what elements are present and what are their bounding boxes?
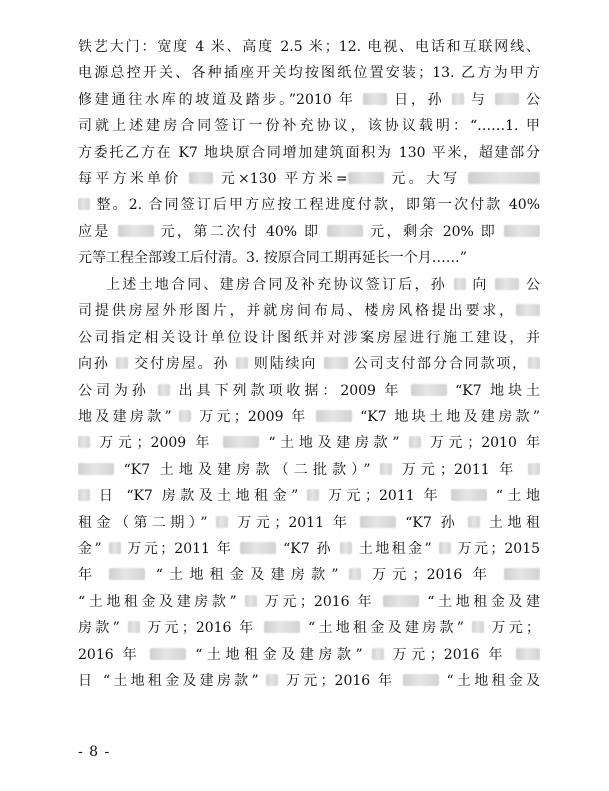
redacted-text <box>454 278 466 290</box>
redacted-text <box>307 489 319 501</box>
text-line: 每平方米单价 元×130 平方米= 元。大写 <box>78 166 540 192</box>
text-line: 司就上述建房合同签订一份补充协议，该协议载明：“……1. 甲 <box>78 118 540 135</box>
text-line: 日 “K7 房款及土地租金” 万元；2011 年 “土地 <box>78 483 540 509</box>
redacted-text <box>516 304 540 316</box>
redacted-text <box>240 542 276 554</box>
redacted-text <box>245 595 257 607</box>
redacted-text <box>363 93 387 105</box>
text-line: 铁艺大门：宽度 4 米、高度 2.5 米；12. 电视、电话和互联网线、 <box>78 39 540 55</box>
redacted-text <box>451 489 487 501</box>
redacted-text <box>189 172 213 184</box>
redacted-text <box>504 225 540 237</box>
redacted-text <box>340 542 352 554</box>
redacted-text <box>528 463 540 475</box>
redacted-text <box>372 648 384 660</box>
text-line: 整。2. 合同签订后甲方应按工程进度付款，即第一次付款 40% <box>78 192 540 218</box>
page-number: - 8 - <box>78 744 111 760</box>
redacted-text <box>118 225 154 237</box>
redacted-text <box>78 436 90 448</box>
text-line: 日 “土地租金及建房款” 万元；2016 年 “土地租金及 <box>78 673 540 690</box>
redacted-text <box>380 463 392 475</box>
text-line: 修建通往水库的坡道及踏步。”2010 年 日，孙 与 公 <box>78 91 540 108</box>
redacted-text <box>403 674 439 686</box>
text-line: 租金（第二期）” 万元；2011 年 “K7 孙 土地租 <box>78 514 540 531</box>
text-line: 元等工程全部竣工后付清。3. 按原合同工期再延长一个月……” <box>78 250 467 267</box>
redacted-text <box>360 516 396 528</box>
redacted-text <box>516 648 540 660</box>
text-line: 房款” 万元；2016 年 “土地租金及建房款” 万元； <box>78 620 540 637</box>
redacted-text <box>150 648 186 660</box>
redacted-text <box>327 225 363 237</box>
redacted-text <box>468 172 540 184</box>
redacted-text <box>109 542 121 554</box>
text-line: 方委托乙方在 K7 地块原合同增加建筑面积为 130 平米，超建部分 <box>78 144 540 161</box>
redacted-text <box>264 621 300 633</box>
redacted-text <box>439 542 451 554</box>
redacted-text <box>179 410 191 422</box>
redacted-text <box>128 621 140 633</box>
text-line: 向孙 交付房屋。孙 则陆续向 公司支付部分合同款项， <box>78 351 540 377</box>
redacted-text <box>216 516 228 528</box>
redacted-text <box>78 198 90 210</box>
redacted-text <box>78 489 90 501</box>
text-line: 金” 万元；2011 年 “K7 孙 土地租金” 万元；2015 <box>78 541 540 558</box>
redacted-text <box>452 93 464 105</box>
redacted-text <box>348 172 384 184</box>
redacted-text <box>504 568 540 580</box>
text-line: 地及建房款” 万元；2009 年 “K7 地块土地及建房款” <box>78 409 540 426</box>
redacted-text <box>236 357 248 369</box>
paragraph-contract-supplement <box>78 34 540 272</box>
redacted-text <box>472 621 484 633</box>
text-line: “K7 土地及建房款（二批款）” 万元；2011 年 <box>78 457 540 483</box>
redacted-text <box>316 410 352 422</box>
text-line: 应是 元，第二次付 40% 即 元，剩余 20% 即 <box>78 219 540 245</box>
redacted-text <box>495 93 519 105</box>
text-line: 2016 年 “土地租金及建房款” 万元；2016 年 <box>78 642 540 668</box>
redacted-text <box>324 357 348 369</box>
text-line: 公司指定相关设计单位设计图纸并对涉案房屋进行施工建设，并 <box>78 329 540 346</box>
redacted-text <box>468 516 480 528</box>
text-line: 万元；2009 年 “土地及建房款” 万元；2010 年 <box>78 430 540 456</box>
redacted-text <box>266 674 278 686</box>
paragraph-payments-receipts <box>78 272 540 695</box>
text-line: 年 “土地租金及建房款” 万元；2016 年 <box>78 562 540 588</box>
text-line: 公司为孙 出具下列款项收据：2009 年 “K7 地块土 <box>78 382 540 399</box>
text-line: 司提供房屋外形图片，并就房间布局、楼房风格提出要求， <box>78 298 540 324</box>
redacted-text <box>495 278 519 290</box>
text-line: “土地租金及建房款” 万元；2016 年 “土地租金及建 <box>78 593 540 610</box>
redacted-text <box>411 384 447 396</box>
text-line: 上述土地合同、建房合同及补充协议签订后，孙 向 公 <box>106 277 540 293</box>
redacted-text <box>349 568 361 580</box>
redacted-text <box>158 384 170 396</box>
redacted-text <box>223 436 259 448</box>
redacted-text <box>383 595 419 607</box>
redacted-text <box>528 357 540 369</box>
redacted-text <box>409 436 421 448</box>
redacted-text <box>109 568 145 580</box>
text-line: 电源总控开关、各种插座开关均按图纸位置安装；13. 乙方为甲方 <box>78 65 540 82</box>
redacted-text <box>78 463 114 475</box>
redacted-text <box>116 357 128 369</box>
